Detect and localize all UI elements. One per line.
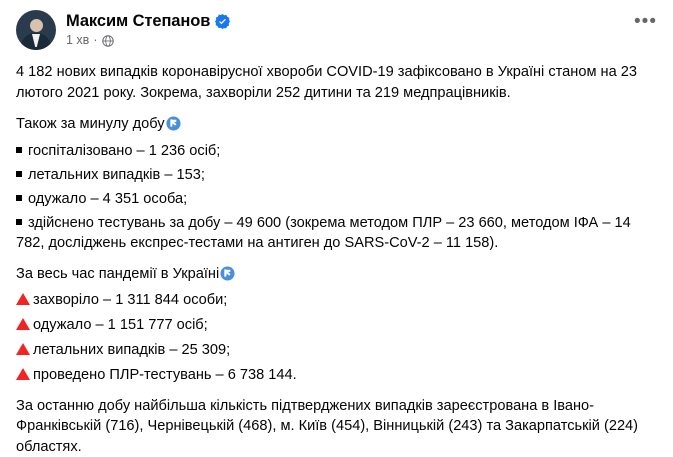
avatar-head	[30, 19, 43, 32]
day-stats-list	[16, 141, 657, 254]
square-bullet-icon	[16, 147, 22, 153]
footer-paragraph: За останню добу найбільша кількість підтверджених випадків зареєстрована в Івано-Франківській (716), Чернівецькій (468), м. Київ (454), Вінницькій (243) та Закарпатській (224) областях.	[16, 396, 657, 457]
list-item	[16, 290, 657, 311]
list-item	[16, 165, 657, 186]
author-name[interactable]: Максим Степанов	[66, 11, 210, 31]
meta-separator: ·	[93, 33, 97, 48]
arrow-down-emoji-icon	[166, 116, 181, 131]
list-item-text: летальних випадків – 25 309;	[33, 342, 230, 358]
post-options-menu[interactable]: •••	[634, 16, 657, 28]
post-header-text	[66, 10, 230, 48]
list-item	[16, 189, 657, 210]
list-item-text: одужало – 1 151 777 осіб;	[33, 317, 208, 333]
intro-paragraph: 4 182 нових випадків коронавірусної хвороби COVID-19 зафіксовано в Україні станом на 23 лютого 2021 року. Зокрема, захворіли 252 дитини та 219 медпрацівників.	[16, 62, 657, 103]
square-bullet-icon	[16, 219, 22, 225]
list-item-text: проведено ПЛР-тестувань – 6 738 144.	[33, 367, 297, 383]
list-item	[16, 213, 657, 254]
list-item	[16, 141, 657, 162]
post-timestamp[interactable]: 1 хв	[66, 33, 89, 48]
globe-icon[interactable]	[102, 35, 114, 47]
author-row	[66, 11, 230, 31]
post-body	[16, 56, 657, 457]
section-day-label: Також за минулу добу	[16, 116, 165, 132]
red-triangle-icon	[16, 343, 30, 355]
red-triangle-icon	[16, 368, 30, 380]
arrow-down-emoji-icon	[220, 266, 235, 281]
list-item	[16, 365, 657, 386]
total-stats-list	[16, 290, 657, 386]
section-total-heading	[16, 264, 657, 285]
list-item-text: захворіло – 1 311 844 особи;	[33, 292, 227, 308]
verified-badge-icon	[215, 14, 230, 29]
red-triangle-icon	[16, 293, 30, 305]
section-total-label: За весь час пандемії в Україні	[16, 266, 219, 282]
red-triangle-icon	[16, 318, 30, 330]
square-bullet-icon	[16, 171, 22, 177]
post-header	[16, 10, 657, 56]
avatar[interactable]	[16, 10, 56, 50]
section-day-heading	[16, 114, 657, 135]
post-meta	[66, 33, 230, 48]
list-item	[16, 340, 657, 361]
square-bullet-icon	[16, 195, 22, 201]
list-item	[16, 315, 657, 336]
list-item-text: здійснено тестувань за добу – 49 600 (зокрема методом ПЛР – 23 660, методом ІФА – 14 782, досліджень експрес-тестами на антиген до SARS-CoV-2 – 11 158).	[16, 215, 631, 252]
list-item-text: летальних випадків – 153;	[28, 167, 205, 183]
list-item-text: одужало – 4 351 особа;	[28, 191, 187, 207]
list-item-text: госпіталізовано – 1 236 осіб;	[28, 143, 220, 159]
